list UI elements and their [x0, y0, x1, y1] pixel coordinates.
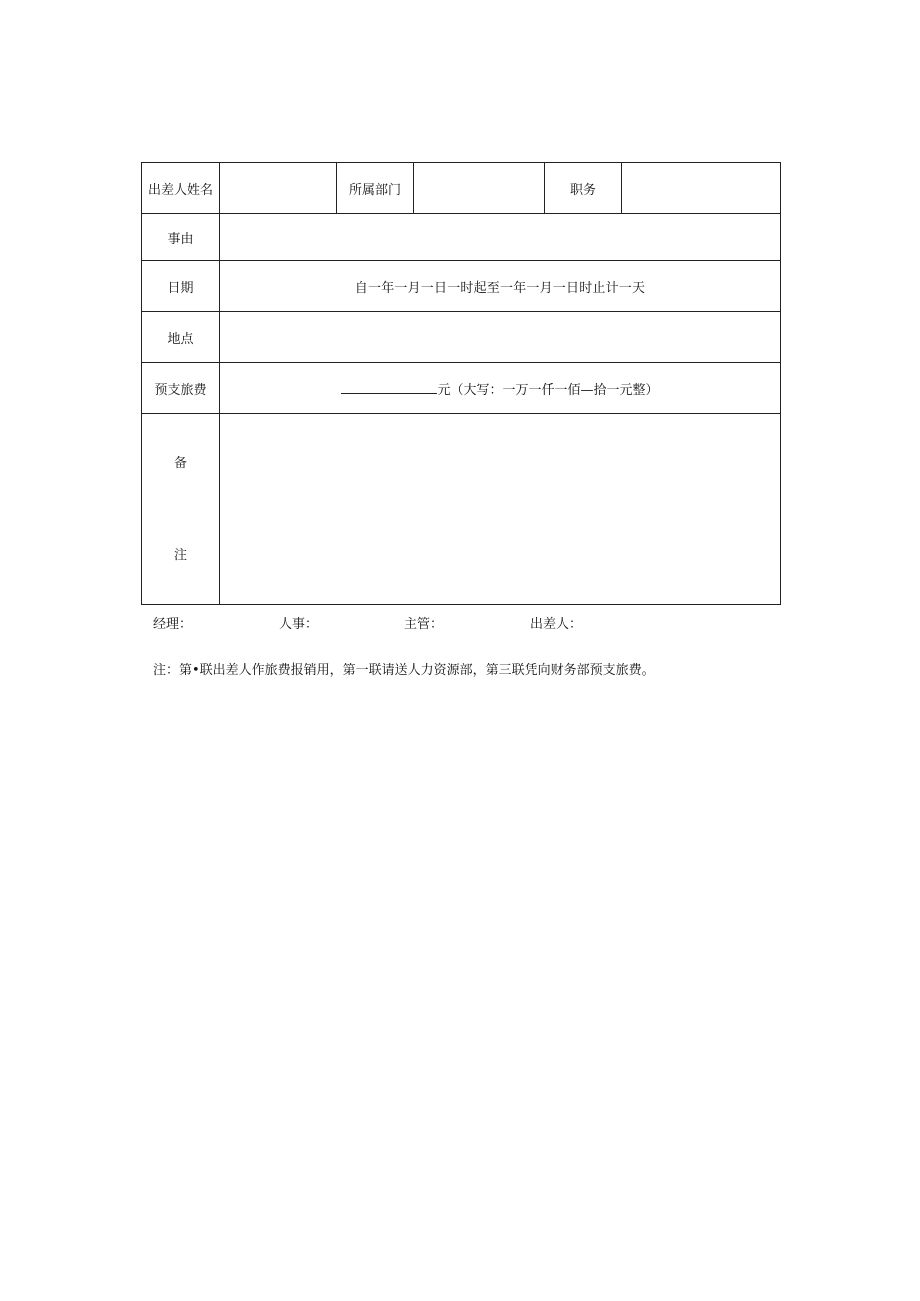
department-label: 所属部门: [337, 163, 414, 214]
advance-amount-suffix: 元（大写：一万一仟一佰—拾一元整）: [437, 382, 659, 398]
notes-label-char-2: 注: [173, 548, 187, 563]
supervisor-signature-label: 主管：: [404, 617, 444, 632]
traveler-name-label: 出差人姓名: [142, 163, 220, 214]
amount-blank[interactable]: [341, 381, 437, 394]
location-label: 地点: [142, 312, 220, 363]
notes-label: [142, 414, 220, 605]
manager-signature-label: 经理：: [153, 617, 193, 632]
notes-label-char-1: 备: [173, 456, 187, 471]
notes-field[interactable]: [220, 414, 781, 605]
footnote: 注：第•联出差人作旅费报销用，第一联请送人力资源部，第三联凭向财务部预支旅费。: [153, 663, 655, 678]
signature-row: [0, 613, 920, 633]
advance-label: 预支旅费: [142, 363, 220, 414]
position-label: 职务: [545, 163, 622, 214]
reason-label: 事由: [142, 214, 220, 261]
position-field[interactable]: [622, 163, 781, 214]
date-text: 自一年一月一日一时起至一年一月一日时止计一天: [354, 280, 646, 296]
date-field[interactable]: [220, 261, 781, 312]
hr-signature-label: 人事：: [279, 617, 319, 632]
traveler-name-field[interactable]: [220, 163, 337, 214]
date-label: 日期: [142, 261, 220, 312]
reason-field[interactable]: [220, 214, 781, 261]
traveler-signature-label: 出差人：: [530, 617, 583, 632]
location-field[interactable]: [220, 312, 781, 363]
travel-request-form: [141, 162, 781, 605]
department-field[interactable]: [414, 163, 545, 214]
advance-amount-line: [341, 379, 658, 398]
advance-field[interactable]: [220, 363, 781, 414]
